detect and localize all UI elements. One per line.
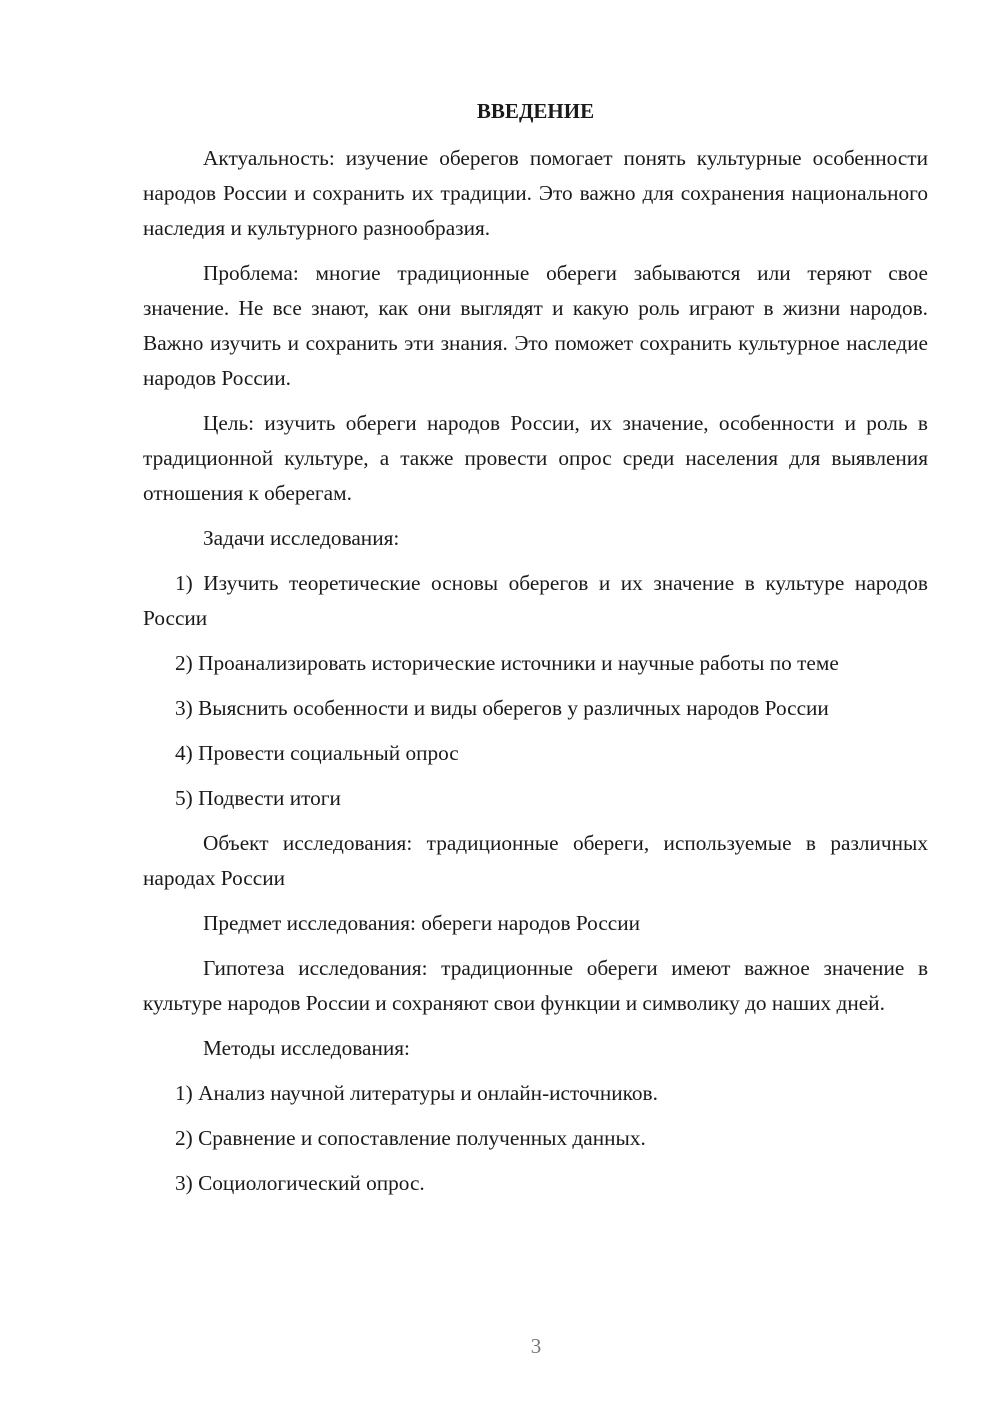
subject-paragraph: Предмет исследования: обереги народов России [203, 911, 641, 935]
method-item: 3) Социологический опрос. [175, 1171, 425, 1195]
problem-paragraph: Проблема: многие традиционные обереги забываются или теряют свое значение. Не все знают, как они выглядят и какую роль играют в жизни народов. Важно изучить и сохранить эти знания. Это поможет сохранить культурное наследие народов России. [143, 261, 928, 390]
page-number: 3 [530, 1334, 542, 1358]
task-item: 5) Подвести итоги [175, 786, 341, 810]
object-paragraph: Объект исследования: традиционные обереги, используемые в различных народах России [143, 831, 928, 890]
method-item: 2) Сравнение и сопоставление полученных данных. [175, 1126, 646, 1150]
methods-heading: Методы исследования: [203, 1036, 410, 1060]
document-page [143, 96, 928, 1211]
method-item: 1) Анализ научной литературы и онлайн-источников. [175, 1081, 658, 1105]
hypothesis-paragraph: Гипотеза исследования: традиционные обереги имеют важное значение в культуре народов России и сохраняют свои функции и символику до наших дней. [143, 956, 928, 1015]
task-item: 1) Изучить теоретические основы оберегов и их значение в культуре народов России [143, 571, 928, 630]
tasks-heading: Задачи исследования: [203, 526, 400, 550]
task-item: 2) Проанализировать исторические источники и научные работы по теме [175, 651, 839, 675]
relevance-paragraph: Актуальность: изучение оберегов помогает понять культурные особенности народов России и сохранить их традиции. Это важно для сохранения национального наследия и культурного разнообразия. [143, 146, 928, 240]
task-item: 4) Провести социальный опрос [175, 741, 459, 765]
page-title: ВВЕДЕНИЕ [476, 99, 595, 123]
goal-paragraph: Цель: изучить обереги народов России, их значение, особенности и роль в традиционной культуре, а также провести опрос среди населения для выявления отношения к оберегам. [143, 411, 928, 505]
task-item: 3) Выяснить особенности и виды оберегов у различных народов России [175, 696, 829, 720]
